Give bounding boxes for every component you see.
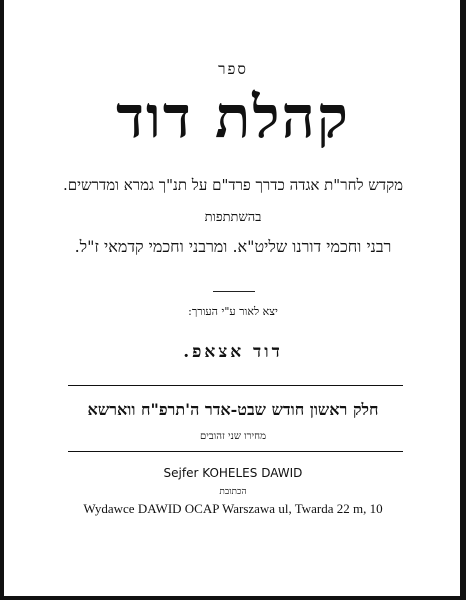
subtitle-line-2: בהשתתפות: [204, 210, 262, 225]
editor-name: דוד אצאפ.: [183, 342, 283, 362]
main-title: קהלת דוד: [116, 83, 350, 151]
sefer-label: ספר: [218, 60, 248, 78]
scan-border-bottom: [0, 596, 466, 600]
short-divider: [213, 291, 255, 292]
subtitle-line-3: רבני וחכמי דורנו שליט"א. ומרבני וחכמי קדמאי ז"ל.: [74, 237, 392, 256]
subtitle-line-1: מקדש לחר"ת אגדה כדרך פרד"ם על תנ"ך גמרא ומדרשים.: [63, 176, 403, 194]
address-label: הכתובת: [219, 487, 247, 497]
publisher-label: יצא לאור ע"י העורך:: [188, 305, 278, 318]
bottom-divider: [68, 451, 403, 452]
price-line: מחירו שני זהובים: [199, 431, 267, 442]
part-info: חלק ראשון חודש שבט-אדר ה'תרפ"ח ווארשא: [87, 400, 379, 419]
latin-address: Wydawce DAWID OCAP Warszawa ul, Twarda 22 m, 10: [83, 501, 383, 516]
latin-title: Sejfer KOHELES DAWID: [163, 466, 303, 480]
top-divider: [68, 385, 403, 386]
